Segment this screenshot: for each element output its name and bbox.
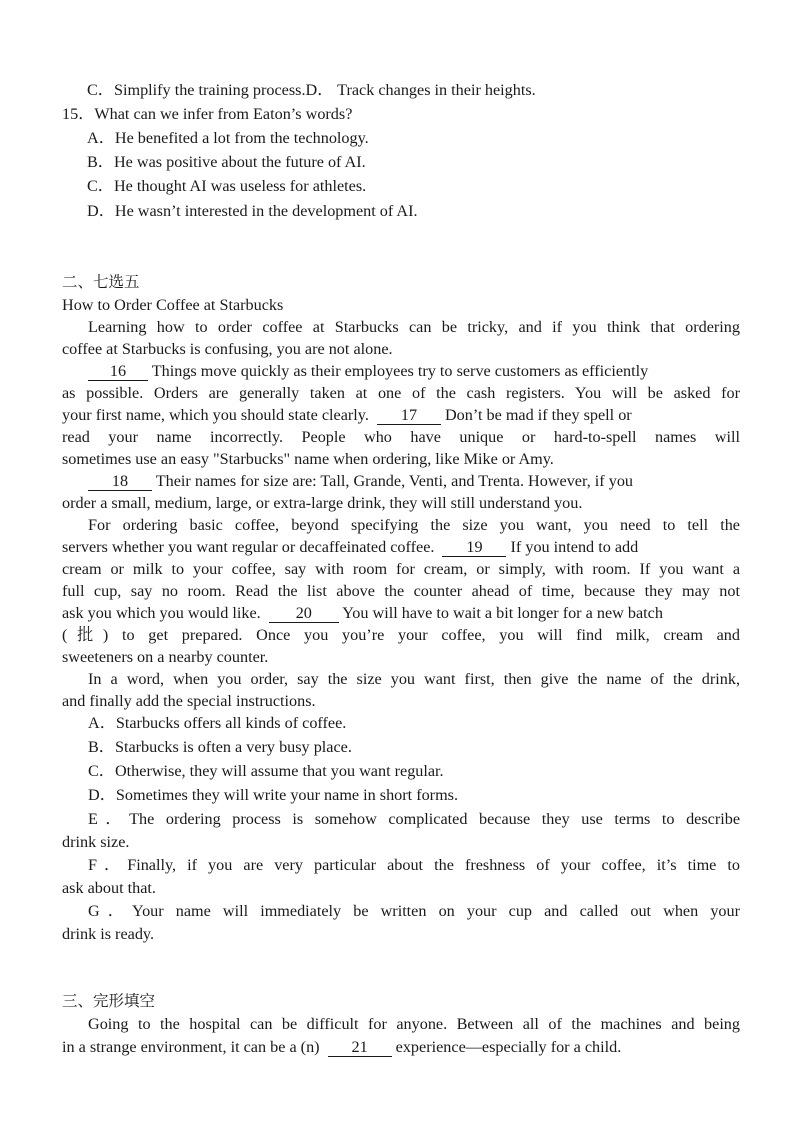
p2-line3-text-b: Don’t be mad if they spell or	[444, 406, 632, 424]
blank-20: 20	[269, 604, 339, 623]
q15-option-b: B．He was positive about the future of AI.	[87, 153, 366, 171]
option-e-line1: E．The ordering process is somehow complicated because they use terms to describe	[88, 810, 740, 828]
p2-line5: sometimes use an easy "Starbucks" name when ordering, like Mike or Amy.	[62, 450, 554, 468]
blank-18: 18	[88, 472, 152, 491]
p4-line7: sweeteners on a nearby counter.	[62, 648, 269, 666]
p4-line3: cream or milk to your coffee, say with room for cream, or simply, with room. If you want a	[62, 560, 740, 578]
q15-option-a: A．He benefited a lot from the technology.	[87, 129, 369, 147]
option-e-line2: drink size.	[62, 833, 130, 851]
q14-option-c: C．Simplify the training process.	[87, 81, 306, 99]
p3-line2: order a small, medium, large, or extra-large drink, they will still understand you.	[62, 494, 583, 512]
blank-16: 16	[88, 362, 148, 381]
p2-line3	[62, 404, 632, 427]
p2-line1	[88, 360, 648, 383]
section3-line1: Going to the hospital can be difficult for anyone. Between all of the machines and being	[88, 1015, 740, 1033]
option-d: D．Sometimes they will write your name in short forms.	[88, 786, 459, 804]
option-a: A．Starbucks offers all kinds of coffee.	[88, 714, 347, 732]
p4-line2-text-a: servers whether you want regular or decaffeinated coffee.	[62, 538, 435, 556]
section3-line2-text-a: in a strange environment, it can be a (n)	[62, 1038, 320, 1056]
q15-option-d: D．He wasn’t interested in the development of AI.	[87, 202, 418, 220]
p4-line2-text-b: If you intend to add	[510, 538, 639, 556]
blank-17: 17	[377, 406, 441, 425]
p1-line1: Learning how to order coffee at Starbucks can be tricky, and if you think that ordering	[88, 318, 740, 336]
p3-line1-text: Their names for size are: Tall, Grande, Venti, and Trenta. However, if you	[155, 472, 634, 490]
p4-line6: (批) to get prepared. Once you you’re your coffee, you will find milk, cream and	[62, 626, 740, 644]
option-f-line1: F．Finally, if you are very particular about the freshness of your coffee, it’s time to	[88, 856, 740, 874]
q14-option-d: D． Track changes in their heights.	[305, 81, 536, 99]
p4-line5-text-a: ask you which you would like.	[62, 604, 261, 622]
blank-21: 21	[328, 1038, 392, 1057]
p3-line1	[88, 470, 633, 493]
p4-line5-text-b: You will have to wait a bit longer for a new batch	[342, 604, 663, 622]
option-b: B．Starbucks is often a very busy place.	[88, 738, 352, 756]
p5-line1: In a word, when you order, say the size you want first, then give the name of the drink,	[88, 670, 740, 688]
p5-line2: and finally add the special instructions.	[62, 692, 316, 710]
p4-line5	[62, 602, 663, 625]
option-g-line2: drink is ready.	[62, 925, 155, 943]
q15-option-c: C．He thought AI was useless for athletes.	[87, 177, 367, 195]
section3-line2	[62, 1036, 621, 1059]
option-c: C．Otherwise, they will assume that you want regular.	[88, 762, 444, 780]
p4-line2	[62, 536, 638, 559]
p4-line4: full cup, say no room. Read the list above the counter ahead of time, because they may not	[62, 582, 740, 600]
passage-title: How to Order Coffee at Starbucks	[62, 296, 284, 314]
q15-stem: 15．What can we infer from Eaton’s words?	[62, 105, 353, 123]
section3-line2-text-b: experience—especially for a child.	[395, 1038, 622, 1056]
p2-line4: read your name incorrectly. People who have unique or hard-to-spell names will	[62, 428, 740, 446]
q14-options-cd	[87, 79, 536, 102]
p1-line2: coffee at Starbucks is confusing, you are not alone.	[62, 340, 393, 358]
p4-line1: For ordering basic coffee, beyond specifying the size you want, you need to tell the	[88, 516, 740, 534]
option-f-line2: ask about that.	[62, 879, 156, 897]
p2-line2: as possible. Orders are generally taken at one of the cash registers. You will be asked for	[62, 384, 740, 402]
blank-19: 19	[442, 538, 506, 557]
section3-heading: 三、完形填空	[62, 992, 156, 1010]
option-g-line1: G．Your name will immediately be written on your cup and called out when your	[88, 902, 740, 920]
section2-heading: 二、七选五	[62, 273, 140, 291]
p2-line3-text-a: your first name, which you should state clearly.	[62, 406, 369, 424]
p2-line1-text: Things move quickly as their employees try to serve customers as efficiently	[151, 362, 649, 380]
